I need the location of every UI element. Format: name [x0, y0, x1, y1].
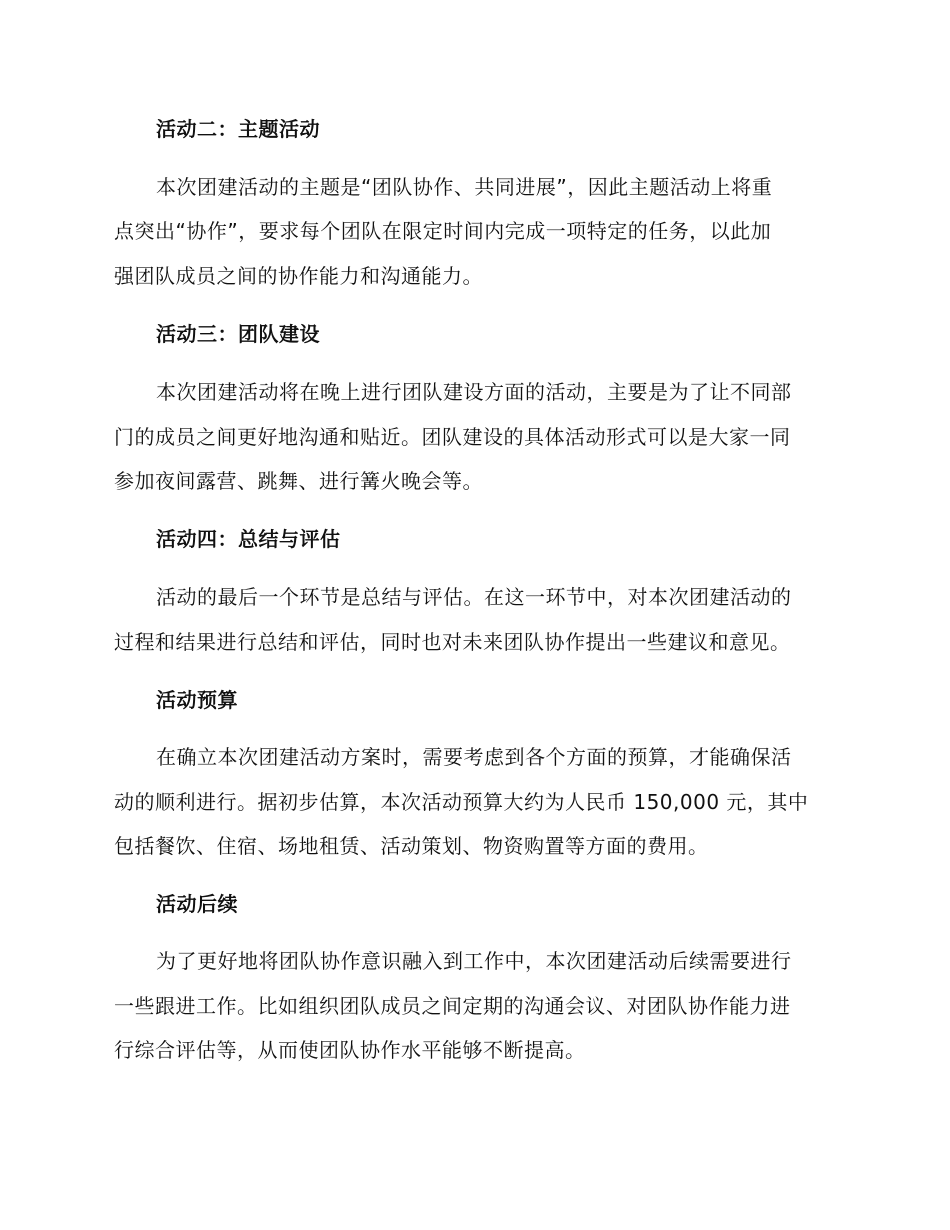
paragraph-line: 过程和结果进行总结和评估，同时也对未来团队协作提出一些建议和意见。: [114, 630, 791, 654]
section-heading-budget: 活动预算: [156, 688, 238, 712]
paragraph-line: 包括餐饮、住宿、场地租赁、活动策划、物资购置等方面的费用。: [114, 834, 709, 858]
section-heading-activity-4: 活动四：总结与评估: [156, 527, 341, 551]
paragraph-line: 动的顺利进行。据初步估算，本次活动预算大约为人民币 150,000 元，其中: [114, 790, 809, 814]
paragraph-line: 参加夜间露营、跳舞、进行篝火晚会等。: [114, 469, 483, 493]
paragraph-line: 强团队成员之间的协作能力和沟通能力。: [114, 264, 483, 288]
section-heading-follow-up: 活动后续: [156, 892, 238, 916]
paragraph-line: 门的成员之间更好地沟通和贴近。团队建设的具体活动形式可以是大家一同: [114, 425, 791, 449]
paragraph-line: 一些跟进工作。比如组织团队成员之间定期的沟通会议、对团队协作能力进: [114, 994, 791, 1018]
paragraph-line: 在确立本次团建活动方案时，需要考虑到各个方面的预算，才能确保活: [156, 745, 792, 769]
section-heading-activity-2: 活动二：主题活动: [156, 117, 320, 141]
paragraph-line: 本次团建活动将在晚上进行团队建设方面的活动，主要是为了让不同部: [156, 380, 792, 404]
paragraph-line: 活动的最后一个环节是总结与评估。在这一环节中，对本次团建活动的: [156, 585, 792, 609]
paragraph-line: 点突出“协作”，要求每个团队在限定时间内完成一项特定的任务，以此加: [114, 219, 772, 243]
paragraph-line: 本次团建活动的主题是“团队协作、共同进展”，因此主题活动上将重: [156, 175, 773, 199]
paragraph-line: 行综合评估等，从而使团队协作水平能够不断提高。: [114, 1038, 586, 1062]
paragraph-line: 为了更好地将团队协作意识融入到工作中，本次团建活动后续需要进行: [156, 949, 792, 973]
section-heading-activity-3: 活动三：团队建设: [156, 322, 320, 346]
